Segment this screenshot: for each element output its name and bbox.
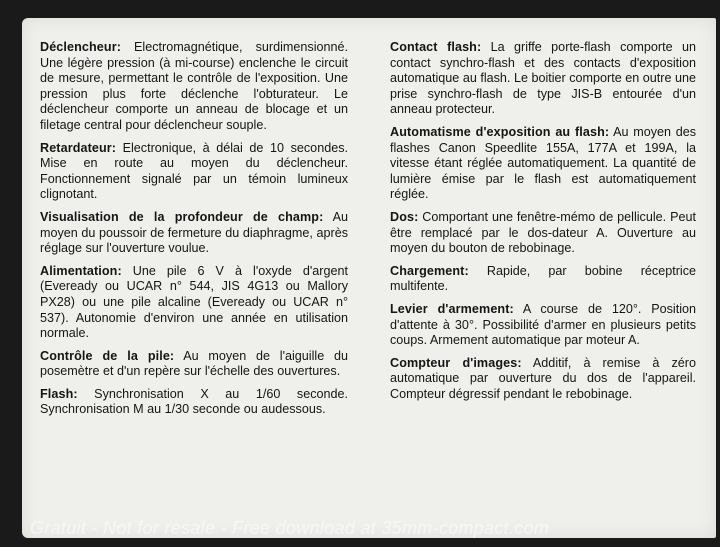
spec-term: Automatisme d'exposition au flash [390, 124, 605, 139]
spec-text: Au moyen du poussoir de fermeture du diaphragme, après réglage sur l'ouverture voulue. [40, 209, 348, 256]
spec-separator: : [117, 263, 122, 278]
spec-term: Contact flash [390, 40, 477, 54]
manual-page [22, 18, 716, 538]
spec-separator: : [464, 263, 469, 278]
spec-term: Chargement [390, 263, 465, 278]
right-column [390, 40, 696, 409]
spec-text: Comportant une fenêtre-mémo de pellicule. Peut être remplacé par le dos-dateur A. Ouverture au moyen du bouton de rebobinage. [390, 209, 696, 256]
spec-term: Retardateur [40, 140, 112, 155]
spec-separator: : [116, 40, 121, 54]
spec-entry-chargement [390, 264, 696, 295]
spec-separator: : [517, 355, 522, 370]
spec-entry-controle-pile [40, 349, 348, 380]
spec-term: Contrôle de la pile [40, 348, 170, 363]
spec-entry-retardateur [40, 141, 348, 203]
spec-separator: : [509, 301, 514, 316]
spec-separator: : [476, 40, 482, 54]
spec-text: Additif, à remise à zéro automatique par ouverture du dos de l'appareil. Compteur dégressif pendant le rebobinage. [390, 355, 696, 401]
spec-text: Une pile 6 V à l'oxyde d'argent (Eveready ou UCAR n° 544, JIS 4G13 ou Mallory PX28) ou une pile alcaline (Eveready ou UCAR n° 537). Autonomie d'environ une année en utilisation normale. [40, 263, 348, 341]
spec-text: Electromagnétique, surdimensionné. Une légère pression (à mi-course) enclenche le circuit de mesure, permettant le contrôle de l'exposition. Une pression plus forte déclenche l'obturateur. Le déclencheur comporte un anneau de blocage et un filetage central pour déclencheur souple. [40, 40, 349, 132]
spec-separator: : [111, 140, 116, 155]
spec-text: Au moyen des flashes Canon Speedlite 155A, 177A et 199A, la vitesse étant réglée automatiquement. La quantité de lumière émise par le flash est automatiquement réglée. [390, 124, 696, 202]
spec-text: La griffe porte-flash comporte un contact synchro-flash et des contacts d'exposition automatique au flash. Le boitier comporte en outre une prise synchro-flash de type JIS-B entourée d'un anneau protecteur. [390, 40, 696, 117]
left-column [40, 40, 348, 425]
spec-text: Electronique, à délai de 10 secondes. Mise en route au moyen du déclencheur. Fonctionnement signalé par un témoin lumineux clignotant. [40, 140, 348, 202]
spec-text: Rapide, par bobine réceptrice multifente. [390, 263, 696, 294]
watermark-text: Gratuit - Not for resale - Free download at 35mm-compact.com [30, 518, 550, 538]
spec-separator: : [604, 124, 610, 139]
spec-entry-dos [390, 210, 696, 257]
spec-entry-alimentation [40, 264, 348, 342]
spec-separator: : [73, 386, 78, 401]
spec-term: Alimentation [40, 263, 118, 278]
spec-text: Synchronisation X au 1/60 seconde. Synchronisation M au 1/30 seconde ou audessous. [40, 386, 349, 417]
spec-entry-declencheur [40, 40, 348, 134]
spec-entry-profondeur-de-champ [40, 210, 348, 257]
spec-entry-automatisme-flash [390, 125, 696, 203]
spec-text: A course de 120°. Position d'attente à 30°. Possibilité d'armer en plusieurs petits coups. Armement automatique par moteur A. [390, 301, 697, 348]
spec-term: Levier d'armement [390, 301, 510, 316]
spec-term: Compteur d'images [390, 355, 518, 370]
spec-separator: : [319, 209, 324, 224]
spec-term: Dos [390, 209, 415, 224]
spec-separator: : [414, 209, 419, 224]
spec-entry-flash [40, 387, 348, 418]
spec-entry-levier-armement [390, 302, 696, 349]
spec-term: Déclencheur [40, 40, 117, 54]
spec-text: Au moyen de l'aiguille du posemètre et d'un repère sur l'échelle des ouvertures. [40, 348, 348, 379]
spec-term: Flash [40, 386, 74, 401]
spec-entry-compteur-images [390, 356, 696, 403]
spec-term: Visualisation de la profondeur de champ [40, 209, 320, 224]
spec-entry-contact-flash [390, 40, 696, 118]
spec-separator: : [169, 348, 175, 363]
